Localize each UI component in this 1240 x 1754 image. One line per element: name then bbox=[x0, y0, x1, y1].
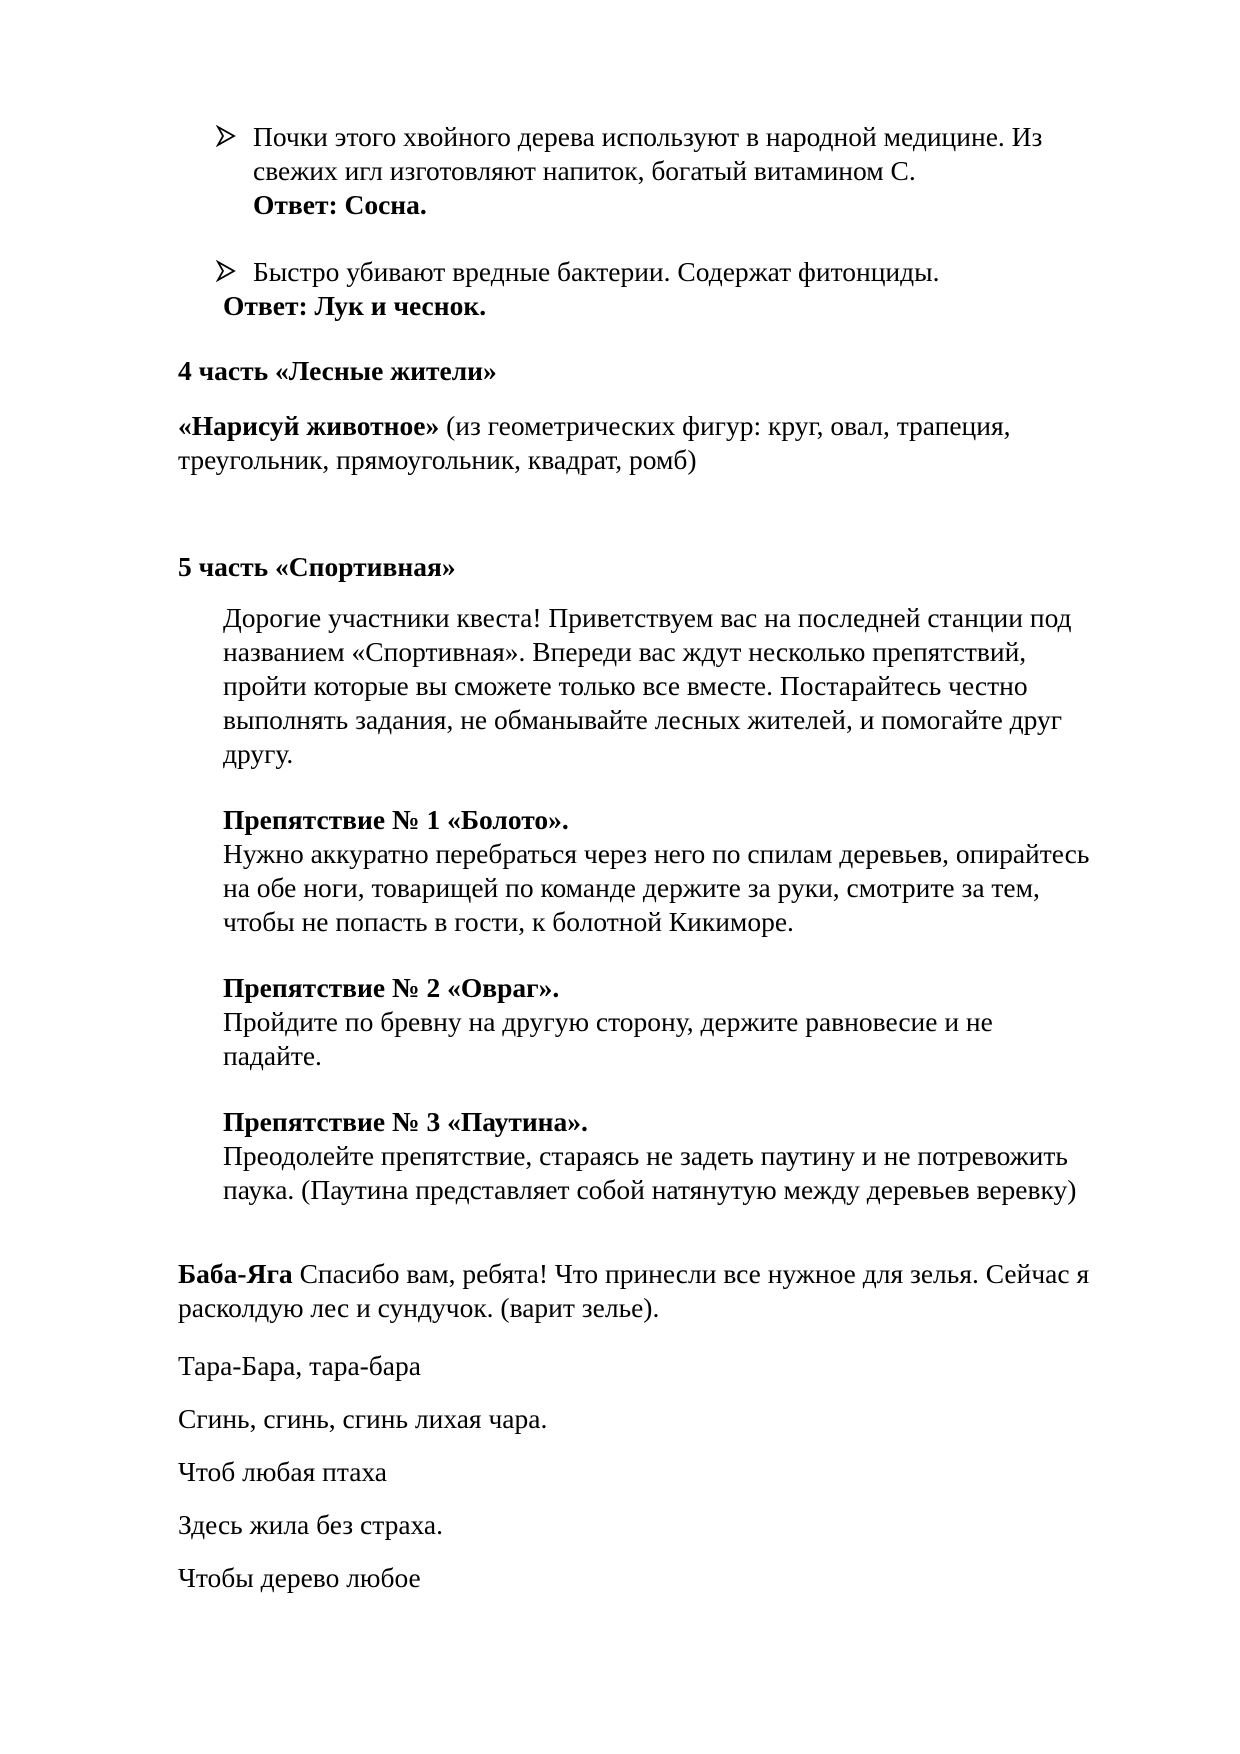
speaker-name: Баба-Яга bbox=[178, 1258, 293, 1289]
obstacle-1-line: на обе ноги, товарищей по команде держите за руки, смотрите за тем, bbox=[223, 872, 1040, 903]
obstacle-3-line: паука. (Паутина представляет собой натянутую между деревьев веревку) bbox=[223, 1174, 1077, 1205]
obstacle-1-line: Нужно аккуратно перебраться через него по спилам деревьев, опирайтесь bbox=[223, 838, 1090, 869]
obstacle-3 bbox=[223, 1105, 1076, 1207]
part-4-task-title: «Нарисуй животное» bbox=[178, 410, 440, 441]
obstacle-1-line: чтобы не попасть в гости, к болотной Кикиморе. bbox=[223, 906, 794, 937]
obstacle-2 bbox=[223, 971, 993, 1073]
obstacle-2-line: Пройдите по бревну на другую сторону, держите равновесие и не bbox=[223, 1006, 993, 1037]
verse-line: Чтобы дерево любое bbox=[178, 1562, 421, 1593]
obstacle-3-title: Препятствие № 3 «Паутина». bbox=[223, 1106, 588, 1137]
part-4-task-line-1 bbox=[178, 409, 1011, 443]
question-1-line-2: свежих игл изготовляют напиток, богатый витамином С. bbox=[253, 155, 916, 186]
verse-line: Чтоб любая птаха bbox=[178, 1456, 388, 1487]
verse-line: Сгинь, сгинь, сгинь лихая чара. bbox=[178, 1403, 548, 1434]
question-2-line-1: Быстро убивают вредные бактерии. Содержат фитонциды. bbox=[253, 256, 940, 287]
intro-line: пройти которые вы сможете только все вместе. Постарайтесь честно bbox=[223, 670, 1028, 701]
question-2 bbox=[253, 255, 939, 289]
question-1-answer: Ответ: Сосна. bbox=[253, 189, 427, 220]
obstacle-2-title: Препятствие № 2 «Овраг». bbox=[223, 972, 560, 1003]
part-4-task bbox=[178, 409, 1011, 477]
intro-line: выполнять задания, не обманывайте лесных жителей, и помогайте друг bbox=[223, 704, 1063, 735]
obstacle-2-line: падайте. bbox=[223, 1040, 322, 1071]
finale-speech-text-1: Спасибо вам, ребята! Что принесли все нужное для зелья. Сейчас я bbox=[292, 1258, 1090, 1289]
obstacle-1 bbox=[223, 803, 1089, 939]
part-5-heading: 5 часть «Спортивная» bbox=[178, 551, 456, 582]
question-2-answer: Ответ: Лук и чеснок. bbox=[223, 290, 487, 321]
obstacle-1-title: Препятствие № 1 «Болото». bbox=[223, 804, 569, 835]
finale-speech-line-1 bbox=[178, 1257, 1089, 1291]
arrow-bullet-icon bbox=[215, 260, 239, 284]
intro-line: названием «Спортивная». Впереди вас ждут несколько препятствий, bbox=[223, 636, 1027, 667]
verse-line: Тара-Бара, тара-бара bbox=[178, 1350, 421, 1381]
part-4-task-text-2: треугольник, прямоугольник, квадрат, ромб) bbox=[178, 444, 697, 475]
arrow-bullet-icon bbox=[215, 125, 239, 149]
finale-speech bbox=[178, 1257, 1089, 1325]
verse-line: Здесь жила без страха. bbox=[178, 1509, 444, 1540]
finale-speech-line-2: расколдую лес и сундучок. (варит зелье). bbox=[178, 1292, 660, 1323]
part-5-intro bbox=[223, 601, 1072, 771]
intro-line: другу. bbox=[223, 738, 294, 769]
question-1 bbox=[253, 120, 1042, 222]
part-4-task-text-1: (из геометрических фигур: круг, овал, трапеция, bbox=[439, 410, 1011, 441]
part-4-heading: 4 часть «Лесные жители» bbox=[178, 355, 497, 386]
question-1-line-1: Почки этого хвойного дерева используют в народной медицине. Из bbox=[253, 121, 1043, 152]
obstacle-3-line: Преодолейте препятствие, стараясь не задеть паутину и не потревожить bbox=[223, 1140, 1068, 1171]
intro-line: Дорогие участники квеста! Приветствуем вас на последней станции под bbox=[223, 602, 1072, 633]
